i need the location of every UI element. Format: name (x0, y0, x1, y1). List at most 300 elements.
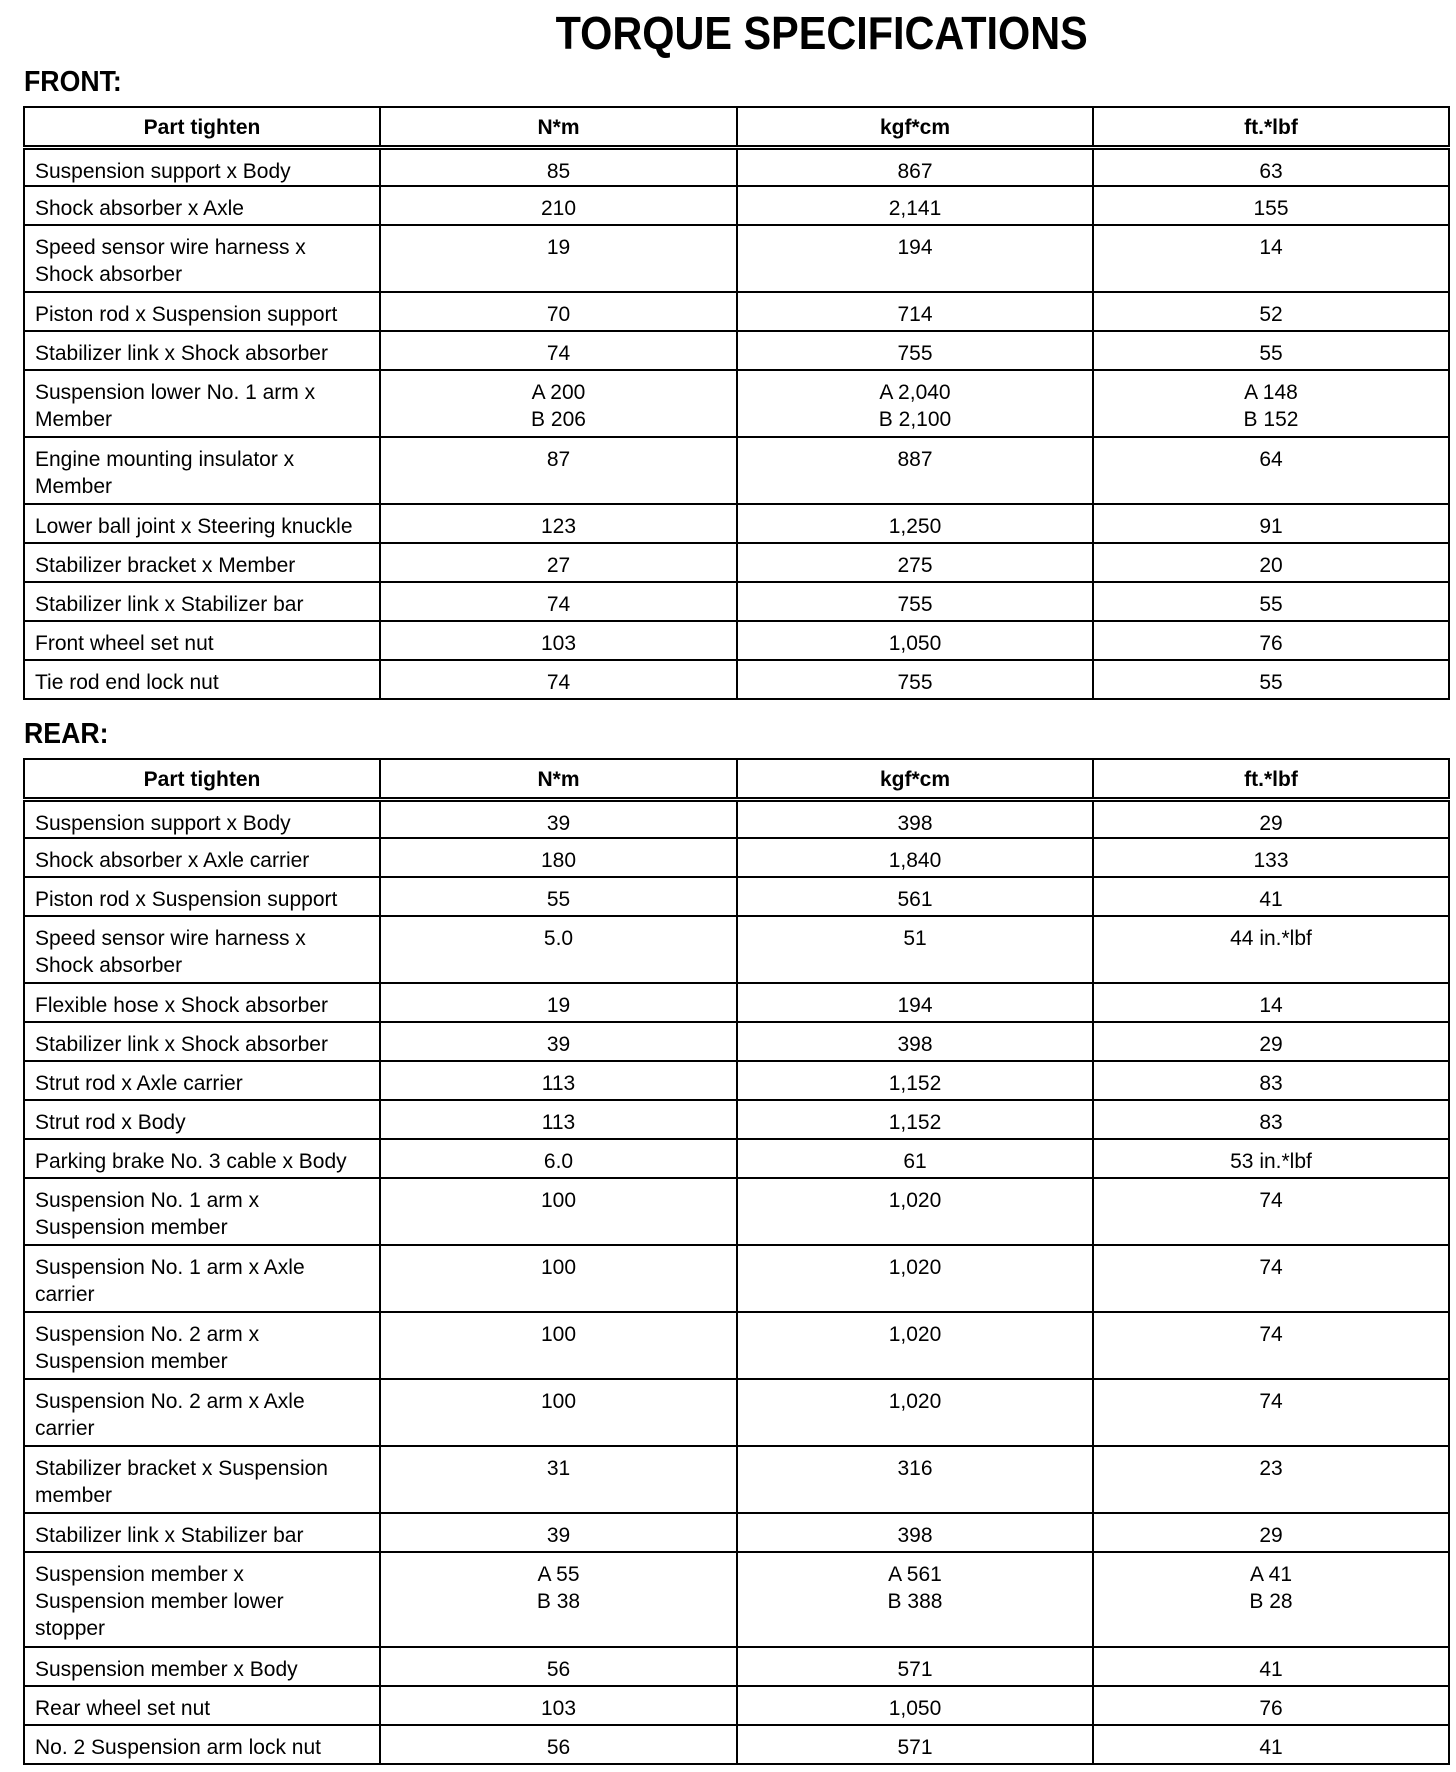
kgfcm-cell (737, 838, 1093, 877)
part-cell (24, 1686, 380, 1725)
table-row (24, 916, 1449, 983)
kgfcm-cell-text: 61 (903, 1150, 927, 1173)
nm-cell (380, 504, 737, 543)
table-row (24, 1312, 1449, 1379)
kgfcm-cell (737, 292, 1093, 331)
nm-cell (380, 147, 737, 186)
ftlbf-cell-text: 74 (1259, 1256, 1283, 1279)
nm-cell-text: 180 (540, 849, 577, 872)
col-header-part: Part tighten (24, 107, 380, 147)
ftlbf-cell (1093, 543, 1449, 582)
nm-cell-text: B 206 (531, 408, 586, 431)
table-row (24, 877, 1449, 916)
ftlbf-cell (1093, 1022, 1449, 1061)
ftlbf-cell-text: 91 (1259, 515, 1283, 538)
kgfcm-cell (737, 1022, 1093, 1061)
part-cell-text: Front wheel set nut (35, 632, 214, 655)
part-cell (24, 292, 380, 331)
nm-cell-text: 85 (546, 159, 571, 183)
part-cell-text: Suspension member x (35, 1563, 244, 1586)
ftlbf-cell-text: 23 (1259, 1457, 1283, 1480)
nm-cell (380, 1139, 737, 1178)
ftlbf-cell (1093, 1312, 1449, 1379)
col-header-kgfcm: kgf*cm (737, 759, 1093, 799)
nm-cell-text: 100 (540, 1390, 577, 1413)
part-cell (24, 186, 380, 225)
nm-cell-text: 56 (546, 1658, 571, 1681)
table-row (24, 582, 1449, 621)
part-cell-text: Lower ball joint x Steering knuckle (35, 515, 353, 538)
kgfcm-cell (737, 331, 1093, 370)
kgfcm-cell (737, 799, 1093, 838)
part-cell (24, 331, 380, 370)
part-cell-text: Suspension member x Body (35, 1658, 298, 1681)
part-cell-text: Member (35, 408, 113, 431)
part-cell-text: Stabilizer link x Shock absorber (35, 342, 328, 365)
part-cell-text: Suspension No. 1 arm x Axle (35, 1256, 305, 1279)
part-cell (24, 838, 380, 877)
part-cell-text: stopper (35, 1617, 106, 1640)
kgfcm-cell-text: 755 (897, 671, 933, 694)
nm-cell-text: 113 (541, 1072, 576, 1095)
part-cell-text: Strut rod x Axle carrier (35, 1072, 243, 1095)
ftlbf-cell (1093, 1100, 1449, 1139)
ftlbf-cell-text: 44 in.*lbf (1230, 927, 1312, 950)
ftlbf-cell-text: 29 (1259, 1524, 1283, 1547)
part-cell-text: Stabilizer link x Stabilizer bar (35, 593, 304, 616)
kgfcm-cell-text: 571 (897, 1658, 933, 1681)
kgfcm-cell-text: A 2,040 (879, 381, 951, 404)
ftlbf-cell (1093, 1379, 1449, 1446)
col-header-nm: N*m (380, 107, 737, 147)
table-row (24, 1061, 1449, 1100)
nm-cell (380, 1552, 737, 1647)
front-torque-table (23, 106, 1450, 700)
table-row (24, 1245, 1449, 1312)
part-cell-text: Speed sensor wire harness x (35, 927, 306, 950)
kgfcm-cell-text: 755 (897, 593, 933, 616)
part-cell-text: Engine mounting insulator x (35, 448, 295, 471)
ftlbf-cell (1093, 877, 1449, 916)
nm-cell (380, 1100, 737, 1139)
nm-cell-text: 103 (540, 632, 577, 655)
nm-cell-text: 39 (546, 811, 571, 835)
kgfcm-cell (737, 1245, 1093, 1312)
part-cell-text: member (35, 1484, 113, 1507)
part-cell-text: Rear wheel set nut (35, 1697, 211, 1720)
table-row (24, 1513, 1449, 1552)
kgfcm-cell (737, 983, 1093, 1022)
kgfcm-cell-text: 194 (897, 994, 933, 1017)
nm-cell-text: 39 (546, 1524, 571, 1547)
part-cell (24, 1513, 380, 1552)
ftlbf-cell-text: 64 (1259, 448, 1283, 471)
ftlbf-cell-text: 55 (1259, 671, 1283, 694)
ftlbf-cell-text: A 41 (1249, 1563, 1293, 1586)
nm-cell-text: 113 (541, 1111, 576, 1134)
kgfcm-cell-text: 755 (897, 342, 933, 365)
part-cell (24, 1552, 380, 1647)
part-cell-text: Member (35, 475, 113, 498)
part-cell-text: carrier (35, 1417, 95, 1440)
part-cell (24, 1022, 380, 1061)
kgfcm-cell (737, 1647, 1093, 1686)
kgfcm-cell (737, 1686, 1093, 1725)
kgfcm-cell (737, 1446, 1093, 1513)
ftlbf-cell-text: 55 (1259, 593, 1283, 616)
nm-cell-text: 74 (546, 593, 571, 616)
col-header-nm: N*m (380, 759, 737, 799)
kgfcm-cell (737, 1100, 1093, 1139)
kgfcm-cell-text: 1,152 (888, 1072, 942, 1095)
table-row (24, 1100, 1449, 1139)
part-cell (24, 147, 380, 186)
nm-cell-text: 100 (540, 1323, 577, 1346)
nm-cell (380, 225, 737, 292)
nm-cell (380, 916, 737, 983)
table-row (24, 1686, 1449, 1725)
nm-cell-text: A 55 (537, 1563, 580, 1586)
part-cell (24, 1139, 380, 1178)
ftlbf-cell-text: 83 (1259, 1072, 1283, 1095)
kgfcm-cell-text: 571 (897, 1736, 933, 1759)
ftlbf-cell-text: 53 in.*lbf (1230, 1150, 1312, 1173)
nm-cell (380, 331, 737, 370)
table-row (24, 838, 1449, 877)
ftlbf-cell (1093, 370, 1449, 437)
table-row (24, 186, 1449, 225)
nm-cell-text: 56 (546, 1736, 571, 1759)
kgfcm-cell-text: 194 (897, 236, 933, 259)
nm-cell (380, 1178, 737, 1245)
nm-cell (380, 1647, 737, 1686)
nm-cell-text: 74 (546, 342, 571, 365)
nm-cell (380, 543, 737, 582)
part-cell-text: Shock absorber x Axle carrier (35, 849, 310, 872)
part-cell-text: Piston rod x Suspension support (35, 888, 338, 911)
ftlbf-cell (1093, 983, 1449, 1022)
part-cell-text: Stabilizer bracket x Member (35, 554, 296, 577)
part-cell (24, 1100, 380, 1139)
nm-cell-text: 5.0 (543, 927, 574, 950)
nm-cell-text: 210 (540, 197, 577, 220)
ftlbf-cell (1093, 582, 1449, 621)
table-header-row (24, 759, 1449, 799)
table-row (24, 621, 1449, 660)
kgfcm-cell (737, 916, 1093, 983)
kgfcm-cell-text: 398 (897, 1524, 933, 1547)
part-cell (24, 621, 380, 660)
kgfcm-cell (737, 437, 1093, 504)
nm-cell (380, 1061, 737, 1100)
part-cell-text: No. 2 Suspension arm lock nut (35, 1736, 321, 1759)
kgfcm-cell-text: 398 (897, 1033, 933, 1056)
ftlbf-cell (1093, 838, 1449, 877)
rear-section-label: REAR: (24, 718, 109, 750)
nm-cell (380, 186, 737, 225)
kgfcm-cell-text: 1,020 (888, 1256, 942, 1279)
table-row (24, 370, 1449, 437)
kgfcm-cell (737, 1139, 1093, 1178)
nm-cell (380, 621, 737, 660)
nm-cell-text: 100 (540, 1256, 577, 1279)
table-row (24, 1139, 1449, 1178)
part-cell (24, 582, 380, 621)
kgfcm-cell (737, 582, 1093, 621)
nm-cell (380, 1446, 737, 1513)
nm-cell (380, 799, 737, 838)
table-row (24, 983, 1449, 1022)
ftlbf-cell (1093, 1552, 1449, 1647)
nm-cell-text: A 200 (531, 381, 586, 404)
nm-cell (380, 838, 737, 877)
front-section-label: FRONT: (24, 66, 122, 98)
ftlbf-cell (1093, 186, 1449, 225)
page-title: TORQUE SPECIFICATIONS (555, 7, 1088, 59)
kgfcm-cell-text: 867 (897, 159, 933, 183)
part-cell (24, 660, 380, 699)
kgfcm-cell (737, 186, 1093, 225)
part-cell (24, 543, 380, 582)
ftlbf-cell (1093, 504, 1449, 543)
kgfcm-cell-text: 275 (897, 554, 933, 577)
ftlbf-cell-text: 133 (1253, 849, 1289, 872)
ftlbf-cell (1093, 660, 1449, 699)
part-cell-text: Tie rod end lock nut (35, 671, 219, 694)
ftlbf-cell (1093, 1446, 1449, 1513)
col-header-ftlbf: ft.*lbf (1093, 107, 1449, 147)
nm-cell (380, 437, 737, 504)
kgfcm-cell-text: 561 (897, 888, 933, 911)
nm-cell (380, 1513, 737, 1552)
kgfcm-cell-text: 1,840 (888, 849, 942, 872)
part-cell-text: Suspension No. 2 arm x Axle (35, 1390, 305, 1413)
nm-cell (380, 1312, 737, 1379)
part-cell (24, 916, 380, 983)
part-cell-text: Speed sensor wire harness x (35, 236, 306, 259)
col-header-part: Part tighten (24, 759, 380, 799)
nm-cell-text: 55 (546, 888, 571, 911)
ftlbf-cell (1093, 1686, 1449, 1725)
part-cell-text: Piston rod x Suspension support (35, 303, 338, 326)
part-cell (24, 1379, 380, 1446)
ftlbf-cell (1093, 799, 1449, 838)
ftlbf-cell-text: 14 (1259, 994, 1283, 1017)
table-row (24, 799, 1449, 838)
table-header-row (24, 107, 1449, 147)
ftlbf-cell (1093, 437, 1449, 504)
ftlbf-cell-text: A 148 (1244, 381, 1298, 404)
kgfcm-cell-text: 1,050 (888, 1697, 942, 1720)
part-cell-text: Strut rod x Body (35, 1111, 186, 1134)
part-cell-text: Stabilizer link x Stabilizer bar (35, 1524, 304, 1547)
table-row (24, 1379, 1449, 1446)
part-cell (24, 1061, 380, 1100)
kgfcm-cell (737, 660, 1093, 699)
kgfcm-cell (737, 621, 1093, 660)
kgfcm-cell-text: 714 (897, 303, 933, 326)
kgfcm-cell-text: 1,050 (888, 632, 942, 655)
table-row (24, 147, 1449, 186)
table-row (24, 1647, 1449, 1686)
ftlbf-cell (1093, 1139, 1449, 1178)
kgfcm-cell (737, 147, 1093, 186)
table-row (24, 543, 1449, 582)
part-cell-text: Suspension member (35, 1350, 228, 1373)
part-cell-text: Suspension member (35, 1216, 228, 1239)
part-cell (24, 1725, 380, 1764)
nm-cell (380, 660, 737, 699)
part-cell-text: Shock absorber (35, 954, 183, 977)
part-cell (24, 504, 380, 543)
part-cell-text: carrier (35, 1283, 95, 1306)
nm-cell-text: 70 (546, 303, 571, 326)
table-row (24, 1178, 1449, 1245)
kgfcm-cell-text: A 561 (888, 1563, 942, 1586)
part-cell (24, 1446, 380, 1513)
table-row (24, 331, 1449, 370)
nm-cell-text: B 38 (536, 1590, 581, 1613)
part-cell-text: Stabilizer bracket x Suspension (35, 1457, 328, 1480)
ftlbf-cell (1093, 225, 1449, 292)
nm-cell (380, 370, 737, 437)
kgfcm-cell (737, 225, 1093, 292)
nm-cell (380, 1022, 737, 1061)
kgfcm-cell-text: 1,020 (888, 1323, 942, 1346)
ftlbf-cell (1093, 1178, 1449, 1245)
ftlbf-cell-text: 52 (1259, 303, 1283, 326)
ftlbf-cell-text: 41 (1259, 888, 1283, 911)
table-row (24, 1725, 1449, 1764)
ftlbf-cell (1093, 1245, 1449, 1312)
nm-cell (380, 983, 737, 1022)
ftlbf-cell-text: 155 (1253, 197, 1289, 220)
kgfcm-cell (737, 543, 1093, 582)
part-cell (24, 983, 380, 1022)
table-row (24, 1446, 1449, 1513)
part-cell-text: Suspension member lower (35, 1590, 284, 1613)
part-cell (24, 1312, 380, 1379)
table-row (24, 660, 1449, 699)
part-cell (24, 1178, 380, 1245)
ftlbf-cell-text: 83 (1259, 1111, 1283, 1134)
kgfcm-cell (737, 877, 1093, 916)
nm-cell-text: 27 (546, 554, 571, 577)
ftlbf-cell-text: 41 (1259, 1736, 1283, 1759)
kgfcm-cell-text: 51 (903, 927, 927, 950)
part-cell (24, 437, 380, 504)
kgfcm-cell-text: 887 (897, 448, 933, 471)
ftlbf-cell-text: 41 (1259, 1658, 1283, 1681)
ftlbf-cell-text: 29 (1259, 811, 1283, 835)
ftlbf-cell (1093, 621, 1449, 660)
kgfcm-cell (737, 370, 1093, 437)
col-header-ftlbf: ft.*lbf (1093, 759, 1449, 799)
table-row (24, 1552, 1449, 1647)
ftlbf-cell (1093, 147, 1449, 186)
nm-cell (380, 582, 737, 621)
nm-cell-text: 74 (546, 671, 571, 694)
table-row (24, 437, 1449, 504)
kgfcm-cell-text: B 2,100 (878, 408, 952, 431)
col-header-kgfcm: kgf*cm (737, 107, 1093, 147)
table-row (24, 504, 1449, 543)
kgfcm-cell-text: 1,020 (888, 1189, 942, 1212)
ftlbf-cell-text: 63 (1259, 159, 1283, 183)
ftlbf-cell-text: 55 (1259, 342, 1283, 365)
ftlbf-cell-text: 74 (1259, 1323, 1283, 1346)
kgfcm-cell-text: 398 (897, 811, 933, 835)
kgfcm-cell (737, 1312, 1093, 1379)
ftlbf-cell-text: 76 (1259, 632, 1283, 655)
kgfcm-cell (737, 504, 1093, 543)
kgfcm-cell (737, 1379, 1093, 1446)
nm-cell (380, 1245, 737, 1312)
nm-cell (380, 1686, 737, 1725)
ftlbf-cell (1093, 1725, 1449, 1764)
ftlbf-cell-text: 14 (1259, 236, 1283, 259)
kgfcm-cell-text: 2,141 (888, 197, 942, 220)
part-cell-text: Stabilizer link x Shock absorber (35, 1033, 328, 1056)
rear-torque-table (23, 758, 1450, 1765)
table-row (24, 1022, 1449, 1061)
part-cell-text: Parking brake No. 3 cable x Body (35, 1150, 347, 1173)
ftlbf-cell (1093, 1513, 1449, 1552)
ftlbf-cell-text: 20 (1259, 554, 1283, 577)
nm-cell-text: 6.0 (543, 1150, 574, 1173)
ftlbf-cell (1093, 331, 1449, 370)
nm-cell (380, 292, 737, 331)
kgfcm-cell-text: 1,020 (888, 1390, 942, 1413)
part-cell-text: Suspension lower No. 1 arm x (35, 381, 316, 404)
part-cell (24, 225, 380, 292)
part-cell-text: Suspension No. 1 arm x (35, 1189, 260, 1212)
table-row (24, 292, 1449, 331)
kgfcm-cell-text: 1,250 (888, 515, 942, 538)
nm-cell (380, 1379, 737, 1446)
kgfcm-cell-text: 1,152 (888, 1111, 942, 1134)
nm-cell-text: 100 (540, 1189, 577, 1212)
ftlbf-cell-text: 29 (1259, 1033, 1283, 1056)
ftlbf-cell (1093, 916, 1449, 983)
ftlbf-cell-text: 74 (1259, 1189, 1283, 1212)
part-cell-text: Suspension No. 2 arm x (35, 1323, 260, 1346)
ftlbf-cell-text: B 28 (1249, 1590, 1293, 1613)
kgfcm-cell (737, 1513, 1093, 1552)
nm-cell-text: 39 (546, 1033, 571, 1056)
kgfcm-cell (737, 1061, 1093, 1100)
ftlbf-cell-text: B 152 (1243, 408, 1299, 431)
nm-cell-text: 19 (546, 236, 571, 259)
part-cell (24, 1647, 380, 1686)
nm-cell-text: 87 (546, 448, 571, 471)
ftlbf-cell (1093, 1061, 1449, 1100)
ftlbf-cell-text: 76 (1259, 1697, 1283, 1720)
nm-cell-text: 19 (546, 994, 571, 1017)
part-cell (24, 877, 380, 916)
part-cell-text: Shock absorber (35, 263, 183, 286)
part-cell-text: Shock absorber x Axle (35, 197, 244, 220)
kgfcm-cell (737, 1178, 1093, 1245)
part-cell-text: Flexible hose x Shock absorber (35, 994, 328, 1017)
nm-cell-text: 123 (540, 515, 577, 538)
nm-cell-text: 103 (540, 1697, 577, 1720)
kgfcm-cell (737, 1725, 1093, 1764)
part-cell (24, 799, 380, 838)
kgfcm-cell-text: 316 (897, 1457, 933, 1480)
ftlbf-cell (1093, 1647, 1449, 1686)
kgfcm-cell (737, 1552, 1093, 1647)
